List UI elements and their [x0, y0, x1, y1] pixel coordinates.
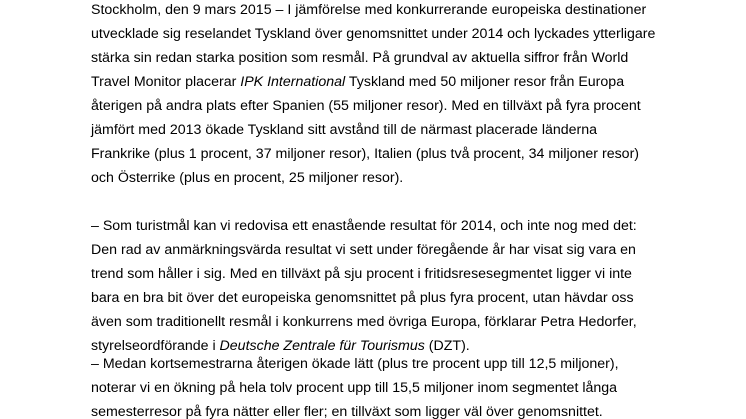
- text-run: Tyskland med 50 miljoner resor från Europa: [345, 74, 625, 90]
- text-line: bara en bra bit över det europeiska genomsnittet på plus fyra procent, utan hävdar oss: [91, 290, 634, 306]
- text-line: noterar vi en ökning på hela tolv procent upp till 15,5 miljoner inom segmentet långa: [91, 380, 618, 396]
- text-line: Den rad av anmärkningsvärda resultat vi sett under föregående år har visat sig vara en: [91, 242, 636, 258]
- text-line: återigen på andra plats efter Spanien (55 miljoner resor). Med en tillväxt på fyra procent: [91, 98, 641, 114]
- organization-name: Deutsche Zentrale für Tourismus: [219, 338, 425, 354]
- text-line: Frankrike (plus 1 procent, 37 miljoner resor), Italien (plus två procent, 34 miljoner resor): [91, 146, 640, 162]
- text-run: (DZT).: [424, 338, 470, 354]
- text-line: även som traditionellt resmål i konkurrens med övriga Europa, förklarar Petra Hedorfer,: [91, 314, 637, 330]
- text-line: utvecklade sig reselandet Tyskland över genomsnittet under 2014 och lyckades ytterligare: [91, 26, 656, 42]
- organization-name: IPK International: [240, 74, 346, 90]
- text-line: [91, 74, 624, 90]
- text-line: stärka sin redan starka position som resmål. På grundval av aktuella siffror från World: [91, 50, 629, 66]
- text-line: – Medan kortsemestrarna återigen ökade lätt (plus tre procent upp till 12,5 miljoner),: [91, 356, 619, 372]
- text-line: trend som håller i sig. Med en tillväxt på sju procent i fritidsresesegmentet ligger vi inte: [91, 266, 632, 282]
- text-line: semesterresor på fyra nätter eller fler; en tillväxt som ligger väl över genomsnittet.: [91, 404, 603, 419]
- text-line: – Som turistmål kan vi redovisa ett enastående resultat för 2014, och inte nog med det:: [91, 218, 637, 234]
- text-line: jämfört med 2013 ökade Tyskland sitt avstånd till de närmast placerade länderna: [91, 122, 598, 138]
- text-run: styrelseordförande i: [91, 338, 220, 354]
- text-run: Travel Monitor placerar: [91, 74, 241, 90]
- text-line: Stockholm, den 9 mars 2015 – I jämförelse med konkurrerande europeiska destinationer: [91, 2, 647, 18]
- text-line: [91, 338, 470, 354]
- text-line: och Österrike (plus en procent, 25 miljoner resor).: [91, 170, 404, 186]
